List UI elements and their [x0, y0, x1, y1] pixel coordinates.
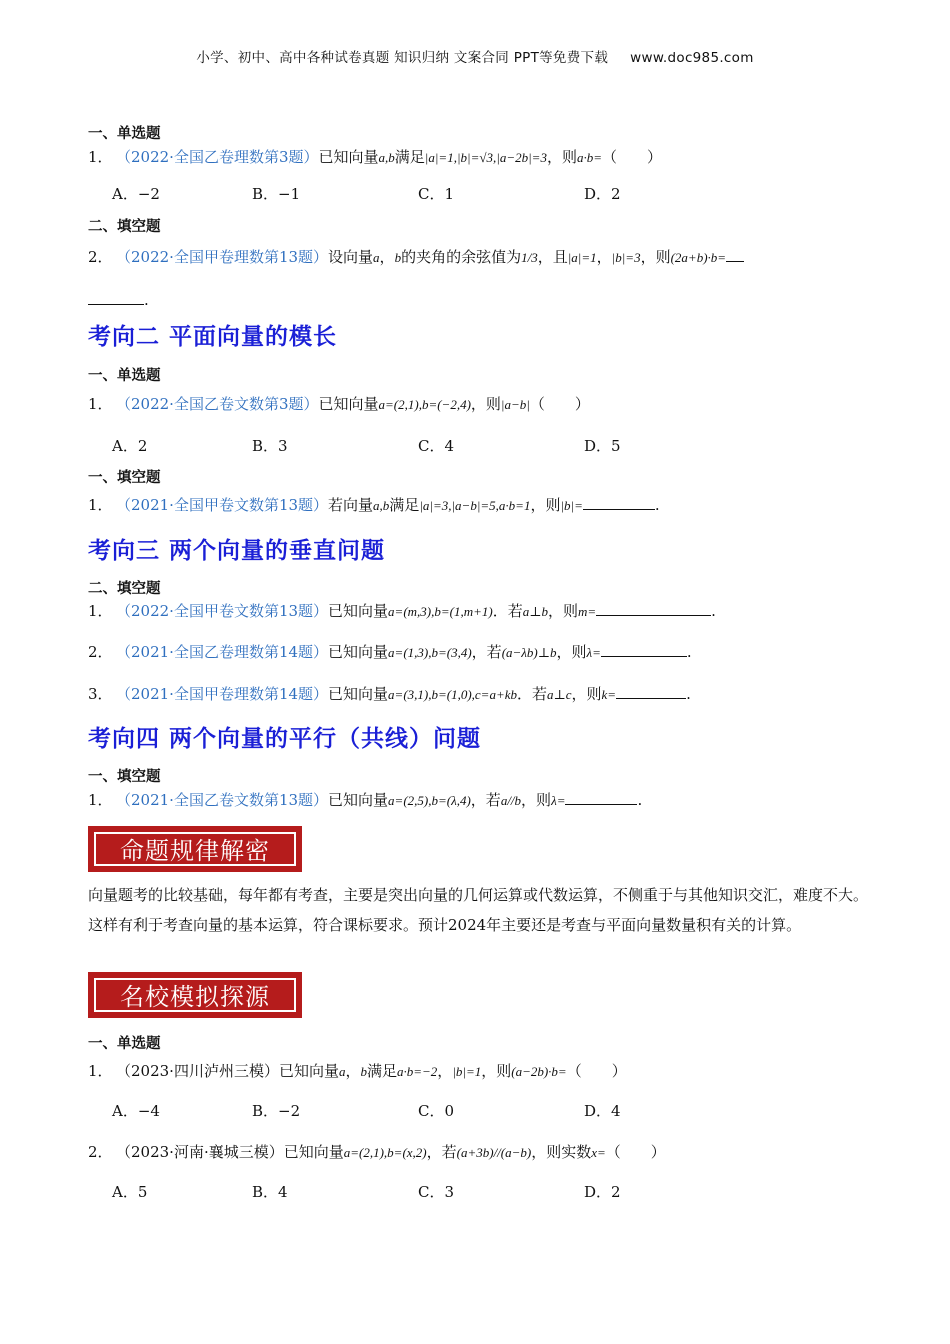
question: 3． （2021·全国甲卷理数第14题）已知向量a=(3,1),b=(1,0),c=a+kb．若a⊥c，则k= .: [88, 685, 691, 703]
option: A．2: [112, 437, 148, 455]
question: 2． （2023·河南·襄城三模）已知向量a=(2,1),b=(x,2)，若(a+3b)//(a−b)，则实数x=（ ）: [88, 1143, 666, 1161]
option: D．2: [584, 185, 621, 203]
option: A．−2: [112, 185, 160, 203]
banner-pattern: [88, 826, 302, 872]
question: 1． （2021·全国乙卷文数第13题）已知向量a=(2,5),b=(λ,4)，若a//b，则λ= .: [88, 791, 643, 809]
option: B．4: [252, 1183, 288, 1201]
header-site: www.doc985.com: [630, 50, 754, 66]
section-label: 二、填空题: [88, 218, 161, 235]
page-header: [0, 46, 950, 66]
heading-b: 考向二 平面向量的模长: [88, 324, 338, 350]
option: D．2: [584, 1183, 621, 1201]
option: B．−1: [252, 185, 301, 203]
question: 1． （2022·全国乙卷文数第3题）已知向量a=(2,1),b=(−2,4)，则|a−b|（ ）: [88, 395, 590, 413]
section-label: 一、单选题: [88, 125, 161, 142]
section-label: 二、填空题: [88, 580, 161, 597]
option: D．5: [584, 437, 621, 455]
heading-d: 考向四 两个向量的平行（共线）问题: [88, 726, 482, 752]
banner-source: [88, 972, 302, 1018]
question: 1． （2022·全国乙卷理数第3题）已知向量a,b满足|a|=1,|b|=√3,|a−2b|=3，则a·b=（ ）: [88, 148, 663, 166]
section-label: 一、填空题: [88, 768, 161, 785]
section-label: 一、填空题: [88, 469, 161, 486]
option: B．3: [252, 437, 288, 455]
section-label: 一、单选题: [88, 1035, 161, 1052]
banner-title: 名校模拟探源: [120, 983, 270, 1011]
option: C．1: [418, 185, 455, 203]
header-text: 小学、初中、高中各种试卷真题 知识归纳 文案合同 PPT等免费下载: [196, 50, 609, 66]
question: 2． （2022·全国甲卷理数第13题）设向量a，b的夹角的余弦值为1/3，且|a|=1，|b|=3，则(2a+b)·b=: [88, 246, 744, 267]
paragraph: 向量题考的比较基础，每年都有考查，主要是突出向量的几何运算或代数运算，不侧重于与其他知识交汇，难度不大。这样有利于考查向量的基本运算，符合课标要求。预计2024年主要还是考查与平面向量数量积有关的计算。: [88, 886, 869, 934]
option: A．5: [112, 1183, 148, 1201]
question: 1． （2022·全国甲卷文数第13题）已知向量a=(m,3),b=(1,m+1)．若a⊥b，则m= .: [88, 602, 716, 620]
question: 2． （2021·全国乙卷理数第14题）已知向量a=(1,3),b=(3,4)，若(a−λb)⊥b，则λ= .: [88, 643, 692, 661]
heading-c: 考向三 两个向量的垂直问题: [88, 538, 386, 564]
option: C．0: [418, 1102, 455, 1120]
banner-title: 命题规律解密: [120, 837, 270, 865]
option: C．4: [418, 437, 455, 455]
question: 1． （2021·全国甲卷文数第13题）若向量a,b满足|a|=3,|a−b|=5,a·b=1，则|b|= .: [88, 496, 660, 514]
option: D．4: [584, 1102, 621, 1120]
option: C．3: [418, 1183, 455, 1201]
section-label: 一、单选题: [88, 367, 161, 384]
question: 1． （2023·四川泸州三模）已知向量a，b满足a·b=−2，|b|=1，则(a−2b)·b=（ ）: [88, 1062, 627, 1080]
option: B．−2: [252, 1102, 301, 1120]
option: A．−4: [112, 1102, 160, 1120]
answer-blank: .: [88, 291, 149, 309]
